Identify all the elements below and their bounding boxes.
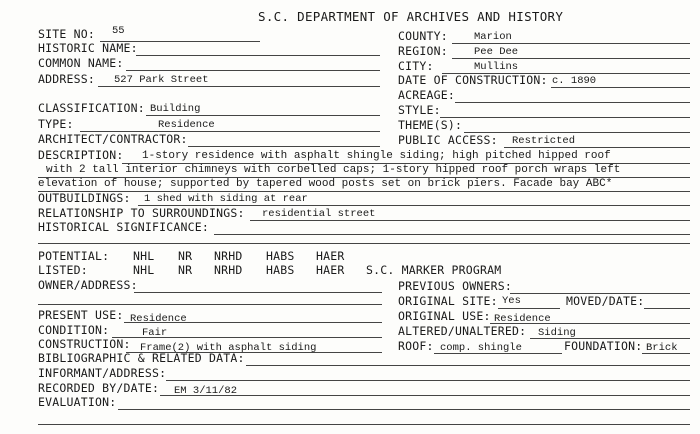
present-use-label: PRESENT USE: [38, 308, 124, 322]
common-name-label: COMMON NAME: [38, 56, 124, 70]
original-use-label: ORIGINAL USE: [398, 309, 491, 323]
type-label: TYPE: [38, 117, 74, 131]
significance-line-2 [38, 243, 690, 244]
listed-nr: NR [178, 263, 193, 277]
classification-label: CLASSIFICATION: [38, 101, 145, 115]
style-line [440, 117, 690, 118]
evaluation-line [118, 409, 690, 410]
moved-date-line [644, 308, 690, 309]
potential-haer: HAER [316, 249, 345, 263]
outbuildings-label: OUTBUILDINGS: [38, 191, 131, 205]
public-access-label: PUBLIC ACCESS: [398, 133, 498, 147]
description-text-2: with 2 tall interior chimneys with corbelled caps; 1-story hipped roof porch wraps left [46, 164, 621, 176]
present-use-value: Residence [130, 313, 187, 325]
owner-line [134, 292, 382, 293]
original-site-line [498, 308, 560, 309]
moved-date-label: MOVED/DATE: [566, 294, 645, 308]
type-value: Residence [158, 119, 215, 131]
relationship-line [250, 220, 690, 221]
date-of-construction-value: c. 1890 [552, 75, 597, 87]
potential-label: POTENTIAL: [38, 249, 110, 263]
original-site-label: ORIGINAL SITE: [398, 294, 498, 308]
owner-label: OWNER/ADDRESS: [38, 278, 138, 292]
public-access-value: Restricted [512, 135, 576, 147]
themes-line [464, 132, 690, 133]
architect-line [188, 146, 380, 147]
outbuildings-value: 1 shed with siding at rear [144, 193, 308, 205]
construction-label: CONSTRUCTION: [38, 337, 131, 351]
informant-label: INFORMANT/ADDRESS: [38, 366, 167, 380]
listed-label: LISTED: [38, 263, 88, 277]
description-text-1: 1-story residence with asphalt shingle siding; high pitched hipped roof [142, 150, 611, 162]
recorded-label: RECORDED BY/DATE: [38, 381, 160, 395]
roof-value: comp. shingle [440, 342, 522, 354]
potential-habs: HABS [266, 249, 295, 263]
region-line [452, 58, 690, 59]
region-value: Pee Dee [474, 46, 519, 58]
listed-nrhd: NRHD [214, 263, 243, 277]
address-value: 527 Park Street [114, 74, 209, 86]
potential-nr: NR [178, 249, 193, 263]
description-label: DESCRIPTION: [38, 148, 124, 162]
listed-haer: HAER [316, 263, 345, 277]
potential-nrhd: NRHD [214, 249, 243, 263]
altered-value: Siding [538, 327, 576, 339]
city-value: Mullins [474, 61, 519, 73]
roof-label: ROOF: [398, 339, 434, 353]
site-no-label: SITE NO: [38, 27, 95, 41]
condition-value: Fair [142, 327, 168, 339]
condition-label: CONDITION: [38, 323, 110, 337]
bibliographic-line [246, 365, 690, 366]
altered-label: ALTERED/UNALTERED: [398, 324, 527, 338]
region-label: REGION: [398, 44, 448, 58]
architect-label: ARCHITECT/CONTRACTOR: [38, 132, 188, 146]
description-line-3 [38, 191, 690, 192]
owner-line-2 [38, 304, 382, 305]
recorded-value: EM 3/11/82 [174, 385, 238, 397]
bibliographic-label: BIBLIOGRAPHIC & RELATED DATA: [38, 351, 245, 365]
original-use-value: Residence [494, 313, 551, 325]
previous-owners-label: PREVIOUS OWNERS: [398, 279, 512, 293]
county-line [452, 43, 690, 44]
date-of-construction-label: DATE OF CONSTRUCTION: [398, 73, 548, 87]
historic-name-line [136, 55, 380, 56]
city-label: CITY: [398, 59, 434, 73]
themes-label: THEME(S): [398, 118, 463, 132]
site-no-value: 55 [112, 25, 125, 37]
acreage-label: ACREAGE: [398, 88, 455, 102]
evaluation-line-2 [38, 424, 690, 425]
county-value: Marion [474, 31, 512, 43]
acreage-line [455, 102, 690, 103]
potential-nhl: NHL [133, 249, 155, 263]
construction-value: Frame(2) with asphalt siding [140, 342, 317, 354]
relationship-value: residential street [262, 208, 376, 220]
historic-name-label: HISTORIC NAME: [38, 41, 138, 55]
recorded-line [160, 395, 690, 396]
classification-line [146, 115, 380, 116]
relationship-label: RELATIONSHIP TO SURROUNDINGS: [38, 206, 245, 220]
evaluation-label: EVALUATION: [38, 395, 117, 409]
informant-line [166, 380, 690, 381]
classification-value: Building [150, 103, 201, 115]
style-label: STYLE: [398, 103, 441, 117]
listed-habs: HABS [266, 263, 295, 277]
county-label: COUNTY: [398, 29, 448, 43]
significance-line [214, 234, 690, 235]
description-text-3: elevation of house; supported by tapered wood posts set on brick piers. Facade bay ABC* [38, 178, 613, 190]
foundation-value: Brick [646, 342, 678, 354]
marker-program-label: S.C. MARKER PROGRAM [366, 263, 502, 277]
listed-nhl: NHL [133, 263, 155, 277]
address-label: ADDRESS: [38, 72, 95, 86]
public-access-line [504, 147, 690, 148]
date-of-construction-line [551, 87, 690, 88]
form-title: S.C. DEPARTMENT OF ARCHIVES AND HISTORY [258, 9, 564, 24]
significance-label: HISTORICAL SIGNIFICANCE: [38, 220, 209, 234]
common-name-line [126, 70, 380, 71]
foundation-label: FOUNDATION: [564, 339, 643, 353]
original-site-value: Yes [502, 295, 521, 307]
address-line [98, 86, 380, 87]
